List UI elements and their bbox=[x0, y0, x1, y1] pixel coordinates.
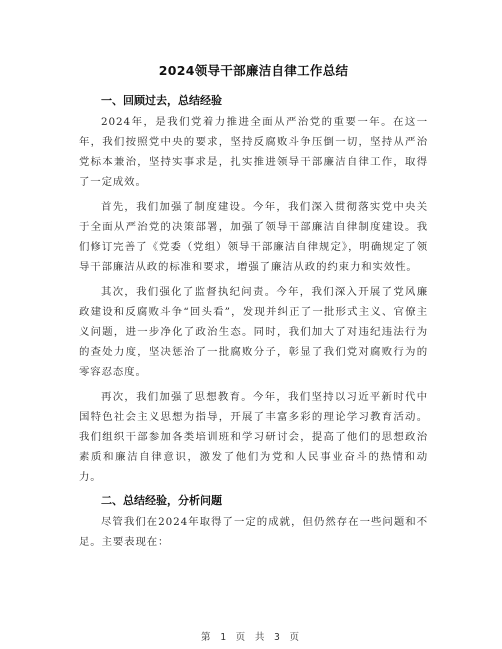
paragraph-1: 2024年，是我们党着力推进全面从严治党的重要一年。在这一年，我们按照党中央的要求，坚持反腐败斗争压倒一切，坚持从严治党标本兼治，坚持实事求是，扎实推进领导干部廉洁自律工作，取得了一定成效。 bbox=[79, 116, 428, 188]
paragraph-4: 再次，我们加强了思想教育。今年，我们坚持以习近平新时代中国特色社会主义思想为指导，开展了丰富多彩的理论学习教育活动。我们组织干部参加各类培训班和学习研讨会，提高了他们的思想政治素质和廉洁自律意识，激发了他们为党和人民事业奋斗的热情和动力。 bbox=[79, 391, 428, 483]
section-heading-2: 二、总结经验，分析问题 bbox=[101, 494, 222, 507]
paragraph-3: 其次，我们强化了监督执纪问责。今年，我们深入开展了党风廉政建设和反腐败斗争“回头看”，发现并纠正了一批形式主义、官僚主义问题，进一步净化了政治生态。同时，我们加大了对违纪违法行为的查处力度，坚决惩治了一批腐败分子，彰显了我们党对腐败行为的零容忍态度。 bbox=[79, 286, 428, 378]
paragraph-2: 首先，我们加强了制度建设。今年，我们深入贯彻落实党中央关于全面从严治党的决策部署，加强了领导干部廉洁自律制度建设。我们修订完善了《党委（党组）领导干部廉洁自律规定》，明确规定了领导干部廉洁从政的标准和要求，增强了廉洁从政的约束力和实效性。 bbox=[79, 201, 428, 273]
paragraph-5: 尽管我们在2024年取得了一定的成就，但仍然存在一些问题和不足。主要表现在： bbox=[79, 516, 428, 548]
page-number-footer: 第 1 页 共 3 页 bbox=[200, 632, 302, 643]
section-heading-1: 一、回顾过去，总结经验 bbox=[101, 94, 222, 107]
document-title: 2024领导干部廉洁自律工作总结 bbox=[158, 63, 349, 78]
